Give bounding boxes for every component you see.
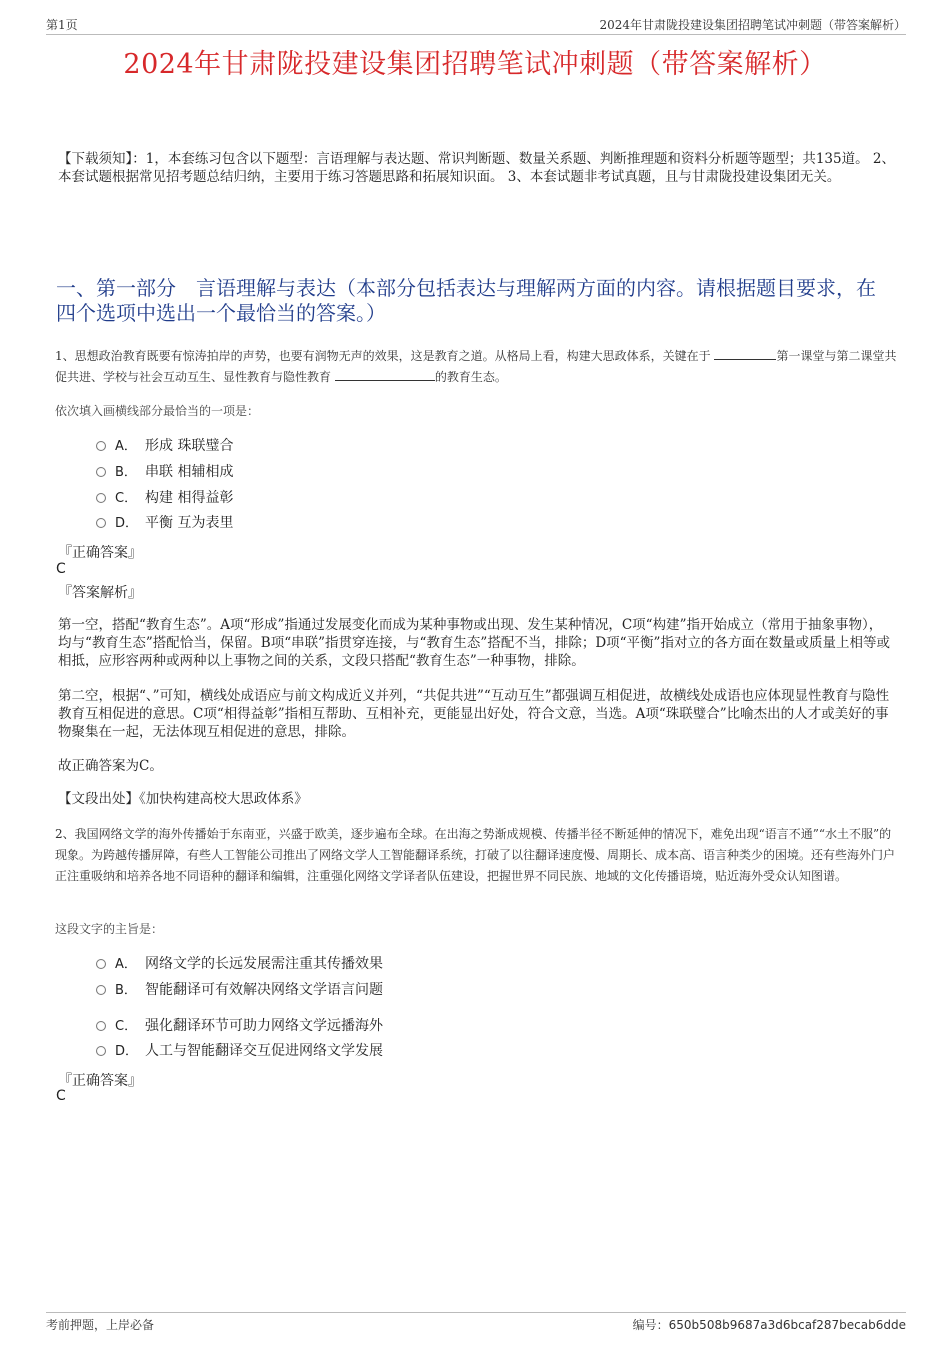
radio-icon[interactable] [96,985,106,995]
q2-option-a[interactable] [96,954,383,974]
section-part: 一、第一部分 [56,276,176,300]
page-header [46,14,906,35]
option-letter: A． [115,957,137,972]
option-letter: C． [115,491,138,506]
footer-slogan: 考前押题，上岸必备 [46,1318,155,1332]
option-letter: A． [115,439,137,454]
option-letter: B． [115,465,137,480]
option-text: 形成 珠联璧合 [145,438,234,454]
q1-option-b[interactable] [96,462,233,482]
section-heading [56,276,892,326]
q1-option-c[interactable] [96,488,233,508]
fill-blank-1 [714,346,776,360]
fill-blank-2 [335,367,435,381]
page-footer [46,1312,906,1333]
q1-answer-label: 『正确答案』 [58,545,142,561]
q2-option-d[interactable] [96,1041,383,1061]
option-text: 构建 相得益彰 [145,490,234,506]
q2-answer: C [56,1088,66,1104]
question-1-text-part-c: 的教育生态。 [434,370,507,384]
question-1-prompt: 依次填入画横线部分最恰当的一项是： [55,404,260,418]
question-2-prompt: 这段文字的主旨是： [55,922,164,936]
question-1-text [55,346,900,388]
q1-analysis-label: 『答案解析』 [58,585,142,601]
q1-analysis-paragraph-2: 第二空，根据“、”可知，横线处成语应与前文构成近义并列，“共促共进”“互动互生”都强调互相促进，故横线处成语也应体现显性教育与隐性教育互相促进的意思。C项“相得益彰”指相互帮助、互相补充，更能显出好处，符合文意，当选。A项“珠联璧合”比喻杰出的人才或美好的事物聚集在一起，无法体现互相促进的意思，排除。 [58,688,890,740]
q1-source: 【文段出处】《加快构建高校大思政体系》 [58,791,308,807]
document-title: 2024年甘肃陇投建设集团招聘笔试冲刺题（带答案解析） [123,49,827,80]
option-letter: D． [115,516,139,531]
option-letter: B． [115,983,137,998]
question-1-text-part-a: 1、思想政治教育既要有惊涛拍岸的声势，也要有润物无声的效果，这是教育之道。从格局上看，构建大思政体系，关键在于 [55,349,711,363]
radio-icon[interactable] [96,959,106,969]
radio-icon[interactable] [96,1021,106,1031]
option-letter: C． [115,1019,138,1034]
header-doc-name: 2024年甘肃陇投建设集团招聘笔试冲刺题（带答案解析） [599,18,906,32]
option-text: 网络文学的长远发展需注重其传播效果 [145,956,383,972]
page-number: 第1页 [46,18,78,32]
q1-option-a[interactable] [96,436,233,456]
option-text: 智能翻译可有效解决网络文学语言问题 [145,982,383,998]
question-2-text: 2、我国网络文学的海外传播始于东南亚，兴盛于欧美，逐步遍布全球。在出海之势渐成规模、传播半径不断延伸的情况下，难免出现“语言不通”“水土不服”的现象。为跨越传播屏障，有些人工智能公司推出了网络文学人工智能翻译系统，打破了以往翻译速度慢、周期长、成本高、语言种类少的困境。还有些海外门户正注重吸纳和培养各地不同语种的翻译和编辑，注重强化网络文学译者队伍建设，把握世界不同民族、地域的文化传播语境，贴近海外受众认知图谱。 [55,827,896,883]
option-text: 强化翻译环节可助力网络文学远播海外 [145,1018,383,1034]
q2-option-c[interactable] [96,1016,383,1036]
option-letter: D． [115,1044,139,1059]
option-text: 人工与智能翻译交互促进网络文学发展 [145,1043,383,1059]
footer-doc-id: 编号：650b508b9687a3d6bcaf287becab6dde [632,1318,906,1332]
q1-analysis-paragraph-1: 第一空，搭配“教育生态”。A项“形成”指通过发展变化而成为某种事物或出现、发生某种情况，C项“构建”指开始成立（常用于抽象事物），均与“教育生态”搭配恰当，保留。B项“串联”指贯穿连接，与“教育生态”搭配不当，排除；D项“平衡”指对立的各方面在数量或质量上相等或相抵，应形容两种或两种以上事物之间的关系，文段只搭配“教育生态”一种事物，排除。 [58,617,890,669]
q1-answer: C [56,561,66,577]
q1-option-d[interactable] [96,513,233,533]
question-1-text-part-b: 第一课堂与第二课堂共促共进、学校与社会互动互生、显性教育与隐性教育 [55,349,897,384]
radio-icon[interactable] [96,467,106,477]
radio-icon[interactable] [96,493,106,503]
q2-option-b[interactable] [96,980,383,1000]
option-text: 平衡 互为表里 [145,515,234,531]
radio-icon[interactable] [96,1046,106,1056]
radio-icon[interactable] [96,518,106,528]
radio-icon[interactable] [96,441,106,451]
q2-answer-label: 『正确答案』 [58,1073,142,1089]
q1-conclusion: 故正确答案为C。 [58,758,163,774]
option-text: 串联 相辅相成 [145,464,234,480]
download-notice: 【下载须知】：1，本套练习包含以下题型：言语理解与表达题、常识判断题、数量关系题、判断推理题和资料分析题等题型；共135道。 2、本套试题根据常见招考题总结归纳，主要用于练习答题思路和拓展知识面。 3、本套试题非考试真题，且与甘肃陇投建设集团无关。 [58,151,895,185]
section-name: 言语理解与表达（本部分包括表达与理解两方面的内容。请根据题目要求，在四个选项中选出一个最恰当的答案。） [56,276,876,325]
